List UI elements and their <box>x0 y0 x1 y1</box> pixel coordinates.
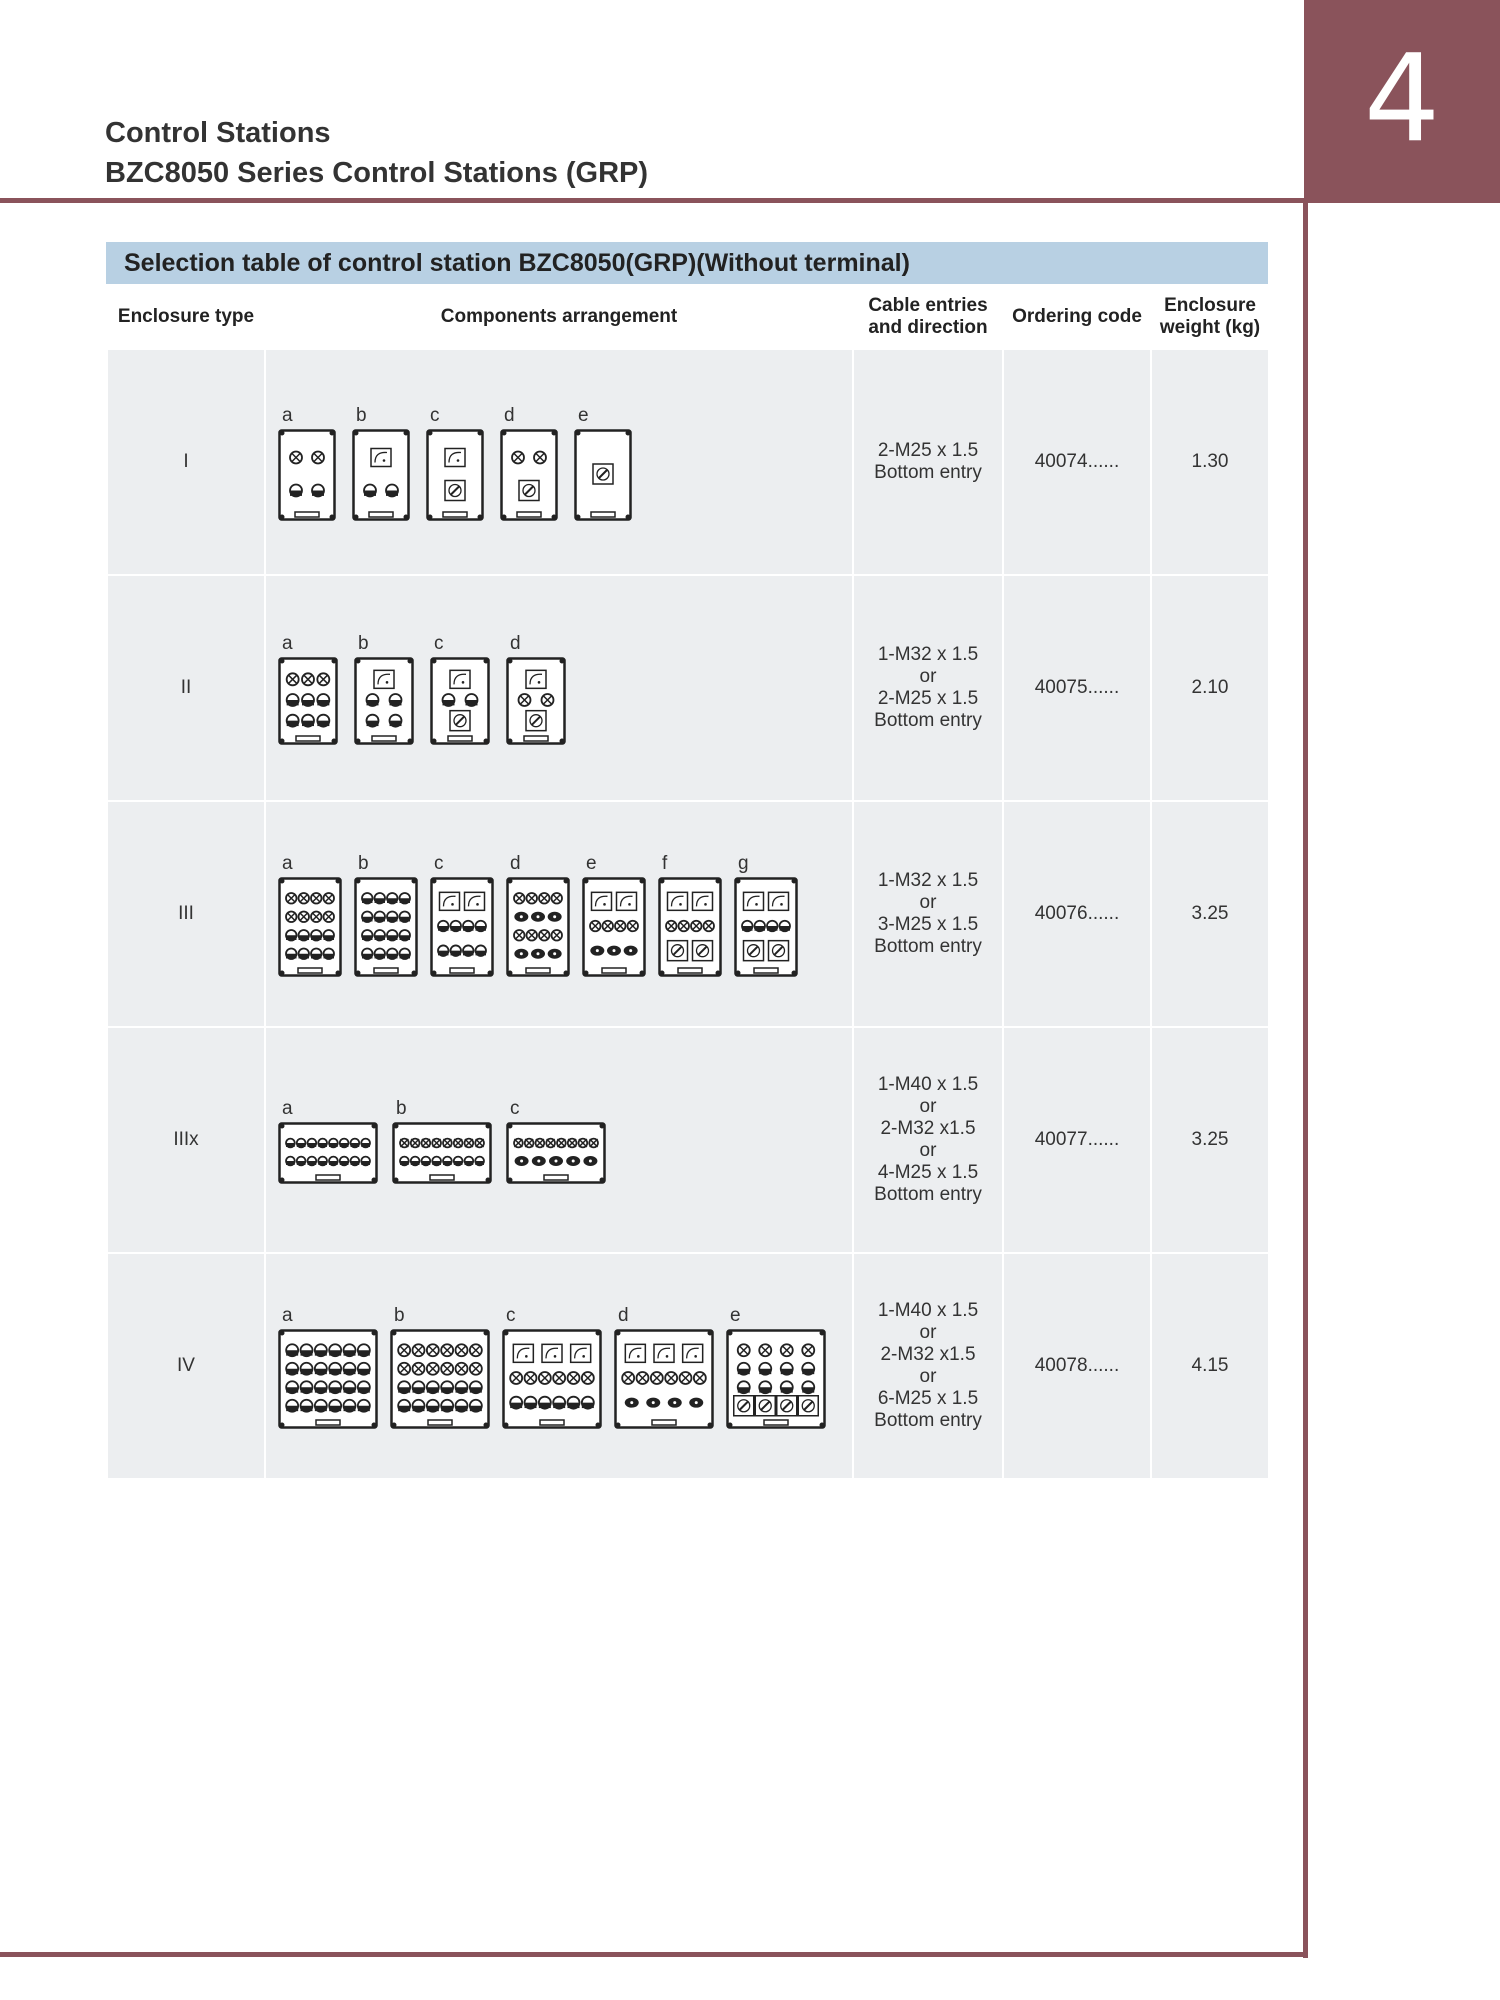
variant-letter: c <box>510 1098 520 1119</box>
table-row <box>107 575 1269 801</box>
cable-entries-cell <box>853 1027 1003 1253</box>
cable-entries-cell <box>853 349 1003 575</box>
control-station-drawing <box>502 1329 602 1429</box>
station-variant <box>352 403 410 521</box>
cable-entry-line: 3-M25 x 1.5 <box>877 914 979 935</box>
variant-letter: a <box>282 405 293 426</box>
station-variant <box>430 851 494 977</box>
station-variant <box>278 1303 378 1429</box>
control-station-drawing <box>582 877 646 977</box>
footer-rule <box>0 1952 1308 1957</box>
cable-entry-line: 2-M25 x 1.5 <box>877 688 979 709</box>
control-station-drawing <box>354 657 414 745</box>
station-variant <box>574 403 632 521</box>
variant-letter: a <box>282 633 293 654</box>
station-variant <box>426 403 484 521</box>
variant-letter: c <box>430 405 440 426</box>
ordering-code-cell: 40076...... <box>1003 801 1151 1027</box>
cable-entries-cell <box>853 575 1003 801</box>
selection-table <box>106 285 1270 1480</box>
cable-entry-line: or <box>919 1366 937 1387</box>
station-variant <box>506 631 566 745</box>
header-rule <box>0 198 1305 203</box>
section-title: Control Stations <box>105 117 331 149</box>
control-station-drawing <box>430 877 494 977</box>
station-variant <box>278 1096 378 1184</box>
station-variant <box>430 631 490 745</box>
cable-entry-line: Bottom entry <box>874 936 982 957</box>
chapter-number: 4 <box>1363 30 1441 169</box>
enclosure-type-cell: III <box>107 801 265 1027</box>
control-station-drawing <box>352 429 410 521</box>
station-variant <box>734 851 798 977</box>
enclosure-weight-cell: 2.10 <box>1151 575 1269 801</box>
station-variant <box>614 1303 714 1429</box>
station-variant <box>278 851 342 977</box>
variant-letter: d <box>504 405 515 426</box>
cable-entry-line: 2-M32 x1.5 <box>880 1344 976 1365</box>
variant-letter: g <box>738 853 749 874</box>
enclosure-type-cell: I <box>107 349 265 575</box>
cable-entries-cell <box>853 1253 1003 1479</box>
chapter-tab <box>1304 0 1500 203</box>
control-station-drawing <box>278 1122 378 1184</box>
station-variant <box>582 851 646 977</box>
cable-entry-line: or <box>919 892 937 913</box>
cable-entry-line: 2-M25 x 1.5 <box>877 440 979 461</box>
control-station-drawing <box>354 877 418 977</box>
cable-entry-line: Bottom entry <box>874 1410 982 1431</box>
cable-entry-line: or <box>919 666 937 687</box>
control-station-drawing <box>506 657 566 745</box>
enclosure-type-cell: IV <box>107 1253 265 1479</box>
station-variant <box>726 1303 826 1429</box>
variant-letter: d <box>510 633 521 654</box>
variant-letter: e <box>578 405 589 426</box>
variant-letter: b <box>394 1305 405 1326</box>
control-station-drawing <box>658 877 722 977</box>
station-variant <box>354 851 418 977</box>
enclosure-type-cell: II <box>107 575 265 801</box>
cable-entries-cell <box>853 801 1003 1027</box>
table-header-row <box>107 285 1269 349</box>
cable-entry-line: Bottom entry <box>874 1184 982 1205</box>
cable-entry-line: 1-M32 x 1.5 <box>877 870 979 891</box>
control-station-drawing <box>426 429 484 521</box>
enclosure-weight-cell: 1.30 <box>1151 349 1269 575</box>
variant-letter: e <box>730 1305 741 1326</box>
variant-letter: b <box>358 853 369 874</box>
table-row <box>107 1027 1269 1253</box>
column-header <box>853 285 1003 349</box>
table-row <box>107 349 1269 575</box>
cable-entry-line: Bottom entry <box>874 462 982 483</box>
table-row <box>107 1253 1269 1479</box>
cable-entry-line: or <box>919 1140 937 1161</box>
variant-letter: c <box>506 1305 516 1326</box>
cable-entry-line: or <box>919 1096 937 1117</box>
enclosure-weight-cell: 3.25 <box>1151 801 1269 1027</box>
components-arrangement-cell <box>265 1253 853 1479</box>
variant-letter: c <box>434 853 444 874</box>
column-header-text: Enclosure weight (kg) <box>1159 294 1261 338</box>
control-station-drawing <box>392 1122 492 1184</box>
column-header: Ordering code <box>1003 285 1151 349</box>
station-variant <box>392 1096 492 1184</box>
ordering-code-cell: 40075...... <box>1003 575 1151 801</box>
control-station-drawing <box>278 429 336 521</box>
station-variant <box>278 631 338 745</box>
cable-entry-line: 2-M32 x1.5 <box>880 1118 976 1139</box>
variant-letter: b <box>356 405 367 426</box>
variant-letter: e <box>586 853 597 874</box>
table-row <box>107 801 1269 1027</box>
station-variant <box>390 1303 490 1429</box>
cable-entry-line: 4-M25 x 1.5 <box>877 1162 979 1183</box>
station-variant <box>354 631 414 745</box>
control-station-drawing <box>506 1122 606 1184</box>
ordering-code-cell: 40074...... <box>1003 349 1151 575</box>
ordering-code-cell: 40078...... <box>1003 1253 1151 1479</box>
control-station-drawing <box>278 877 342 977</box>
cable-entry-line: 1-M40 x 1.5 <box>877 1074 979 1095</box>
variant-letter: a <box>282 1305 293 1326</box>
control-station-drawing <box>500 429 558 521</box>
components-arrangement-cell <box>265 801 853 1027</box>
enclosure-weight-cell: 4.15 <box>1151 1253 1269 1479</box>
station-variant <box>278 403 336 521</box>
control-station-drawing <box>726 1329 826 1429</box>
cable-entry-line: 1-M32 x 1.5 <box>877 644 979 665</box>
control-station-drawing <box>574 429 632 521</box>
variant-letter: d <box>618 1305 629 1326</box>
enclosure-weight-cell: 3.25 <box>1151 1027 1269 1253</box>
control-station-drawing <box>390 1329 490 1429</box>
variant-letter: d <box>510 853 521 874</box>
variant-letter: a <box>282 1098 293 1119</box>
variant-letter: b <box>396 1098 407 1119</box>
page-title: BZC8050 Series Control Stations (GRP) <box>105 157 649 189</box>
enclosure-type-cell: IIIx <box>107 1027 265 1253</box>
control-station-drawing <box>614 1329 714 1429</box>
variant-letter: c <box>434 633 444 654</box>
station-variant <box>502 1303 602 1429</box>
cable-entry-line: 6-M25 x 1.5 <box>877 1388 979 1409</box>
cable-entry-line: Bottom entry <box>874 710 982 731</box>
column-header: Enclosure type <box>107 285 265 349</box>
components-arrangement-cell <box>265 575 853 801</box>
variant-letter: f <box>662 853 668 874</box>
control-station-drawing <box>734 877 798 977</box>
ordering-code-cell: 40077...... <box>1003 1027 1151 1253</box>
column-header: Components arrangement <box>265 285 853 349</box>
control-station-drawing <box>506 877 570 977</box>
components-arrangement-cell <box>265 1027 853 1253</box>
station-variant <box>506 851 570 977</box>
cable-entry-line: or <box>919 1322 937 1343</box>
components-arrangement-cell <box>265 349 853 575</box>
variant-letter: a <box>282 853 293 874</box>
cable-entry-line: 1-M40 x 1.5 <box>877 1300 979 1321</box>
station-variant <box>500 403 558 521</box>
variant-letter: b <box>358 633 369 654</box>
station-variant <box>658 851 722 977</box>
column-header-text: Cable entries and direction <box>868 294 988 338</box>
table-title-bar <box>106 242 1268 284</box>
vertical-rule <box>1303 203 1308 1958</box>
control-station-drawing <box>278 1329 378 1429</box>
station-variant <box>506 1096 606 1184</box>
column-header <box>1151 285 1269 349</box>
control-station-drawing <box>278 657 338 745</box>
table-title: Selection table of control station BZC8050(GRP)(Without terminal) <box>124 249 910 277</box>
control-station-drawing <box>430 657 490 745</box>
